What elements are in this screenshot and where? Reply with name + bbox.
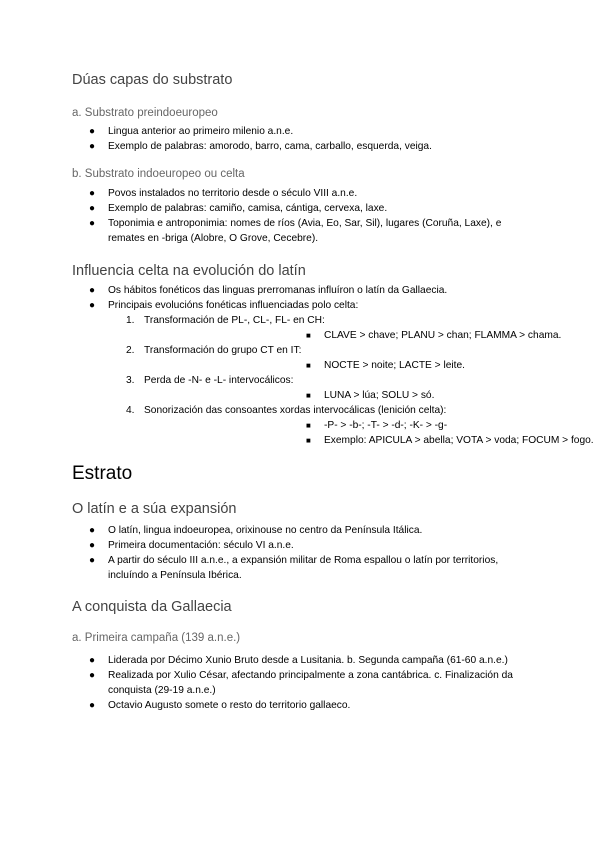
bullet-icon: ● <box>89 540 96 551</box>
bullet-icon: ● <box>89 126 96 137</box>
list-item: ● Exemplo de palabras: amorodo, barro, cama, carballo, esquerda, veiga. <box>89 141 432 152</box>
heading-estrato: Estrato <box>72 463 133 484</box>
bullet-icon: ● <box>89 700 96 711</box>
list-item: 2. Transformación do grupo CT en IT: ■ NOCTE > noite; LACTE > leite. <box>0 343 600 373</box>
list-item: ● Primeira documentación: século VI a.n.e. <box>89 540 294 551</box>
bullet-icon: ● <box>89 300 96 311</box>
list-item: ● O latín, lingua indoeuropea, orixinouse no centro da Península Itálica. <box>89 525 423 536</box>
list-item: ● Povos instalados no territorio desde o século VIII a.n.e. <box>89 188 358 199</box>
list-item: ● Lingua anterior ao primeiro milenio a.n.e. <box>89 126 294 137</box>
list-item: ■ -P- > -b-; -T- > -d-; -K- > -g- <box>306 420 448 431</box>
list-item: 3. Perda de -N- e -L- intervocálicos: ■ LUNA > lúa; SOLU > só. <box>0 373 600 403</box>
square-bullet-icon: ■ <box>306 361 311 370</box>
list-substrato-indoeuropeo <box>0 186 600 246</box>
subheading-substrato-preindoeuropeo: a. Substrato preindoeuropeo <box>72 107 218 119</box>
square-bullet-icon: ■ <box>306 436 311 445</box>
list-item: ● Toponimia e antroponimia: nomes de ríos (Avia, Eo, Sar, Sil), lugares (Coruña, Laxe), e remates en -briga (Alobre, O Grove, Cecebre). <box>89 218 502 244</box>
list-conquista <box>0 653 600 713</box>
bullet-icon: ● <box>89 555 96 566</box>
subheading-substrato-indoeuropeo: b. Substrato indoeuropeo ou celta <box>72 168 245 180</box>
list-item: ■ LUNA > lúa; SOLU > só. <box>306 390 435 401</box>
list-item: ■ NOCTE > noite; LACTE > leite. <box>306 360 465 371</box>
bullet-icon: ● <box>89 670 96 681</box>
list-substrato-preindoeuropeo <box>0 124 600 154</box>
bullet-icon: ● <box>89 525 96 536</box>
heading-latin-expansion: O latín e a súa expansión <box>72 501 237 517</box>
list-item: ■ CLAVE > chave; PLANU > chan; FLAMMA > chama. <box>306 330 562 341</box>
heading-influencia-celta: Influencia celta na evolución do latín <box>72 263 306 279</box>
heading-conquista-gallaecia: A conquista da Gallaecia <box>72 599 232 615</box>
list-item: ■ Exemplo: APICULA > abella; VOTA > voda; FOCUM > fogo. <box>306 435 594 446</box>
list-item: 1. Transformación de PL-, CL-, FL- en CH: ■ CLAVE > chave; PLANU > chan; FLAMMA > chama. <box>0 313 600 343</box>
list-item: ● Os hábitos fonéticos das linguas prerromanas influíron o latín da Gallaecia. <box>89 285 448 296</box>
subheading-primeira-campana: a. Primeira campaña (139 a.n.e.) <box>72 632 241 644</box>
square-bullet-icon: ■ <box>306 391 311 400</box>
list-item: ● Liderada por Décimo Xunio Bruto desde a Lusitania. b. Segunda campaña (61-60 a.n.e.) <box>89 655 508 666</box>
list-item: ● Principais evolucións fonéticas influenciadas polo celta: <box>89 300 359 311</box>
list-influencia-celta <box>0 283 600 313</box>
list-item: 4. Sonorización das consoantes xordas intervocálicas (lenición celta): ■ -P- > -b-; -T- > -d-; -K- > -g- ■ Exemplo: APICULA > abella; VOTA > voda; FOCUM > fogo. <box>0 403 600 448</box>
bullet-icon: ● <box>89 203 96 214</box>
list-item: ● Exemplo de palabras: camiño, camisa, cántiga, cervexa, laxe. <box>89 203 388 214</box>
square-bullet-icon: ■ <box>306 331 311 340</box>
bullet-icon: ● <box>89 285 96 296</box>
list-item: ● Octavio Augusto somete o resto do territorio gallaeco. <box>89 700 351 711</box>
list-latin-expansion <box>0 523 600 583</box>
list-item: ● A partir do século III a.n.e., a expansión militar de Roma espallou o latín por territorios, incluíndo a Península Ibérica. <box>89 555 499 581</box>
heading-duas-capas: Dúas capas do substrato <box>72 72 233 88</box>
list-item: ● Realizada por Xulio César, afectando principalmente a zona cantábrica. c. Finalización da conquista (29-19 a.n.e.) <box>89 670 513 696</box>
square-bullet-icon: ■ <box>306 421 311 430</box>
list-evolucions-foneticas <box>0 313 600 448</box>
bullet-icon: ● <box>89 655 96 666</box>
bullet-icon: ● <box>89 218 96 229</box>
bullet-icon: ● <box>89 141 96 152</box>
bullet-icon: ● <box>89 188 96 199</box>
